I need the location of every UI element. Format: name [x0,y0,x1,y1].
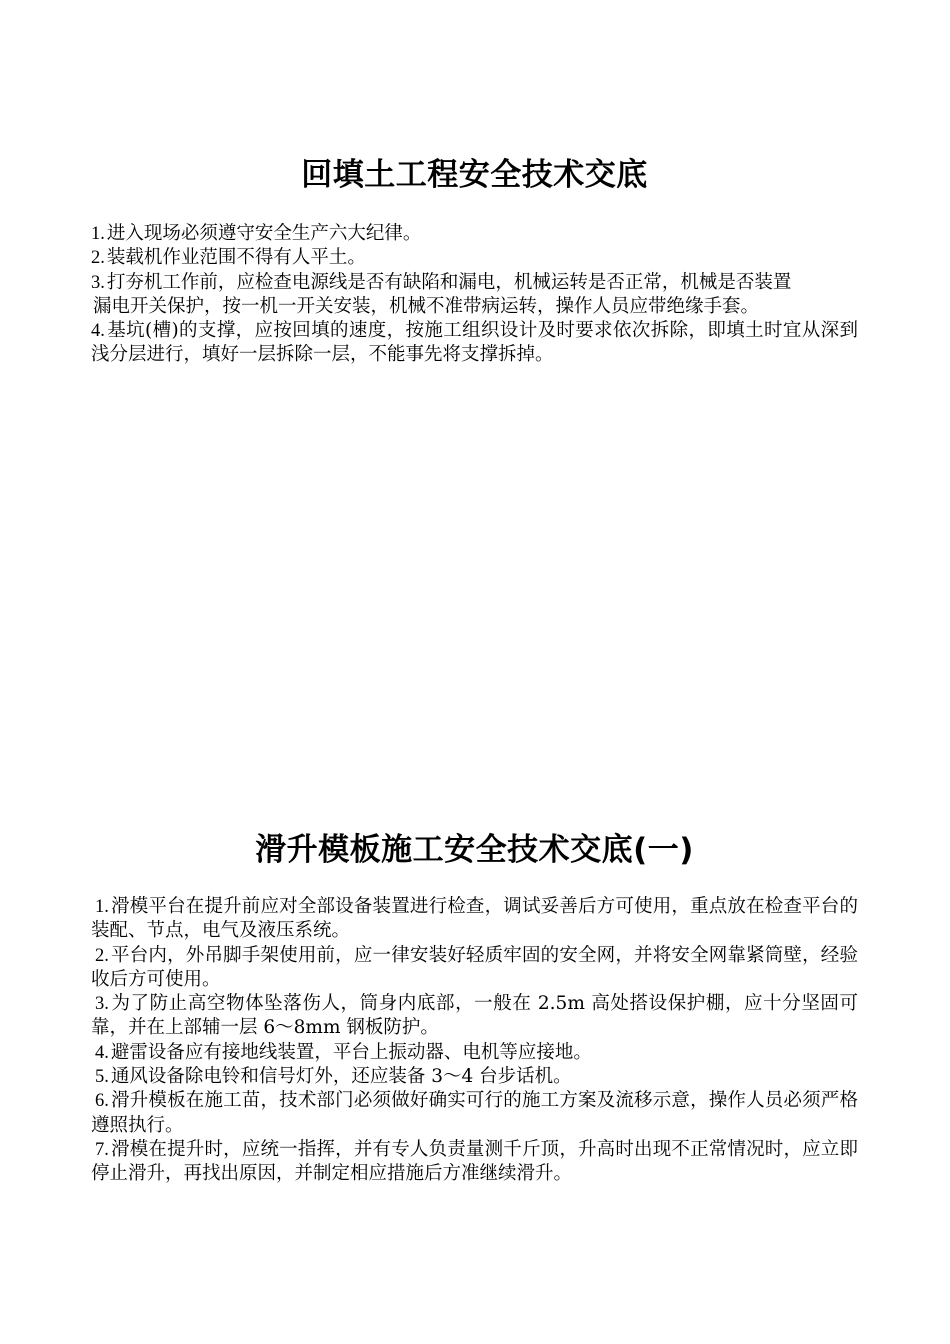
list-item [91,295,858,319]
section-slipform [91,825,858,1187]
item-text: 平台内，外吊脚手架使用前，应一律安装好轻质牢固的安全网，并将安全网靠紧筒壁，经验收后方可使用。 [91,944,858,990]
list-item [91,992,858,1041]
item-list [91,222,858,368]
item-number: 3. [91,272,105,293]
list-item [91,271,858,295]
item-text: 滑模平台在提升前应对全部设备装置进行检查，调试妥善后方可使用，重点放在检查平台的装配、节点，电气及液压系统。 [91,896,858,942]
item-list [91,895,858,1187]
list-item [91,222,858,246]
item-number: 5. [95,1067,109,1088]
item-number: 2. [91,248,105,269]
list-item [91,1065,858,1089]
item-number: 1. [95,897,109,917]
item-number: 6. [95,1091,109,1112]
item-text: 滑模在提升时，应统一指挥，并有专人负责量测千斤顶，升高时出现不正常情况时，应立即停止滑升，再找出原因，并制定相应措施后方准继续滑升。 [91,1138,858,1185]
item-text: 为了防止高空物体坠落伤人，筒身内底部，一般在 2.5m 高处搭设保护棚，应十分坚固可靠，并在上部辅一层 6～8mm 钢板防护。 [91,993,858,1039]
item-number: 4. [91,321,105,342]
item-number: 2. [95,945,109,966]
item-text: 进入现场必须遵守安全生产六大纪律。 [106,223,422,244]
item-number: 4. [95,1042,109,1063]
item-number: 1. [91,224,105,244]
item-text: 基坑(槽)的支撑，应按回填的速度，按施工组织设计及时要求依次拆除，即填土时宜从深到浅分层进行，填好一层拆除一层，不能事先将支撑拆掉。 [91,320,858,366]
section-title: 滑升模板施工安全技术交底(一) [255,832,694,868]
item-text: 避雷设备应有接地线装置，平台上振动器、电机等应接地。 [110,1041,592,1063]
list-item [91,319,858,368]
item-number: 7. [95,1139,109,1160]
section-backfill [91,150,858,368]
list-item [91,895,858,944]
item-text: 打夯机工作前，应检查电源线是否有缺陷和漏电，机械运转是否正常，机械是否装置 [106,271,792,293]
list-item [91,1041,858,1065]
item-text: 通风设备除电铃和信号灯外，还应装备 3～4 台步话机。 [110,1066,572,1088]
list-item [91,1138,858,1187]
item-text: 装载机作业范围不得有人平土。 [106,247,366,269]
item-number: 3. [95,994,109,1015]
list-item [91,1089,858,1138]
section-title: 回填土工程安全技术交底 [301,157,648,193]
list-item [91,246,858,270]
item-text: 漏电开关保护，按一机一开关安装，机械不准带病运转，操作人员应带绝缘手套。 [93,295,760,317]
list-item [91,944,858,993]
item-text: 滑升模板在施工苗，技术部门必须做好确实可行的施工方案及流移示意，操作人员必须严格遵照执行。 [91,1090,858,1136]
